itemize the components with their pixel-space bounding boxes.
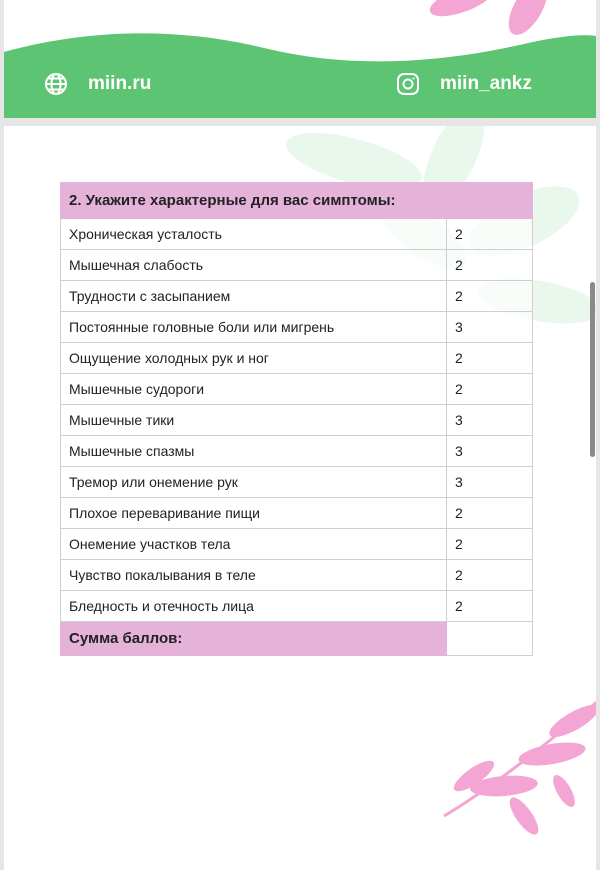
table-row [61, 467, 533, 498]
table-row [61, 312, 533, 343]
symptoms-table [60, 182, 533, 656]
score-cell: 2 [447, 591, 533, 622]
symptom-cell: Чувство покалывания в теле [61, 560, 447, 591]
score-cell: 3 [447, 405, 533, 436]
symptom-cell: Плохое переваривание пищи [61, 498, 447, 529]
score-cell: 2 [447, 281, 533, 312]
score-cell: 2 [447, 529, 533, 560]
previous-page-footer [4, 0, 596, 118]
sum-value-cell[interactable] [447, 622, 533, 656]
table-row [61, 374, 533, 405]
green-footer-band [4, 0, 596, 118]
globe-icon [44, 72, 68, 96]
symptom-cell: Ощущение холодных рук и ног [61, 343, 447, 374]
table-row [61, 591, 533, 622]
table-row [61, 343, 533, 374]
score-cell: 2 [447, 560, 533, 591]
symptom-cell: Онемение участков тела [61, 529, 447, 560]
score-cell: 2 [447, 374, 533, 405]
table-title: 2. Укажите характерные для вас симптомы: [61, 183, 533, 219]
table-row [61, 560, 533, 591]
table-row [61, 219, 533, 250]
score-cell: 2 [447, 219, 533, 250]
score-cell: 3 [447, 312, 533, 343]
table-row [61, 436, 533, 467]
instagram-icon [396, 72, 420, 96]
website-text: miin.ru [88, 73, 152, 94]
scrollbar[interactable] [590, 282, 595, 457]
symptom-cell: Мышечные судороги [61, 374, 447, 405]
score-cell: 3 [447, 467, 533, 498]
instagram-link[interactable] [396, 72, 532, 96]
symptom-cell: Бледность и отечность лица [61, 591, 447, 622]
table-row [61, 529, 533, 560]
symptom-cell: Мышечные тики [61, 405, 447, 436]
symptom-cell: Мышечные спазмы [61, 436, 447, 467]
score-cell: 2 [447, 498, 533, 529]
score-cell: 2 [447, 343, 533, 374]
score-cell: 2 [447, 250, 533, 281]
document-page [4, 126, 596, 870]
symptom-cell: Мышечная слабость [61, 250, 447, 281]
sum-label: Сумма баллов: [61, 622, 447, 656]
website-link[interactable] [44, 72, 151, 96]
table-row [61, 250, 533, 281]
instagram-text: miin_ankz [440, 73, 532, 94]
symptom-cell: Хроническая усталость [61, 219, 447, 250]
symptom-cell: Трудности с засыпанием [61, 281, 447, 312]
sum-row [61, 622, 533, 656]
table-row [61, 498, 533, 529]
score-cell: 3 [447, 436, 533, 467]
symptom-cell: Постоянные головные боли или мигрень [61, 312, 447, 343]
table-row [61, 405, 533, 436]
table-header-row [61, 183, 533, 219]
table-row [61, 281, 533, 312]
symptom-cell: Тремор или онемение рук [61, 467, 447, 498]
